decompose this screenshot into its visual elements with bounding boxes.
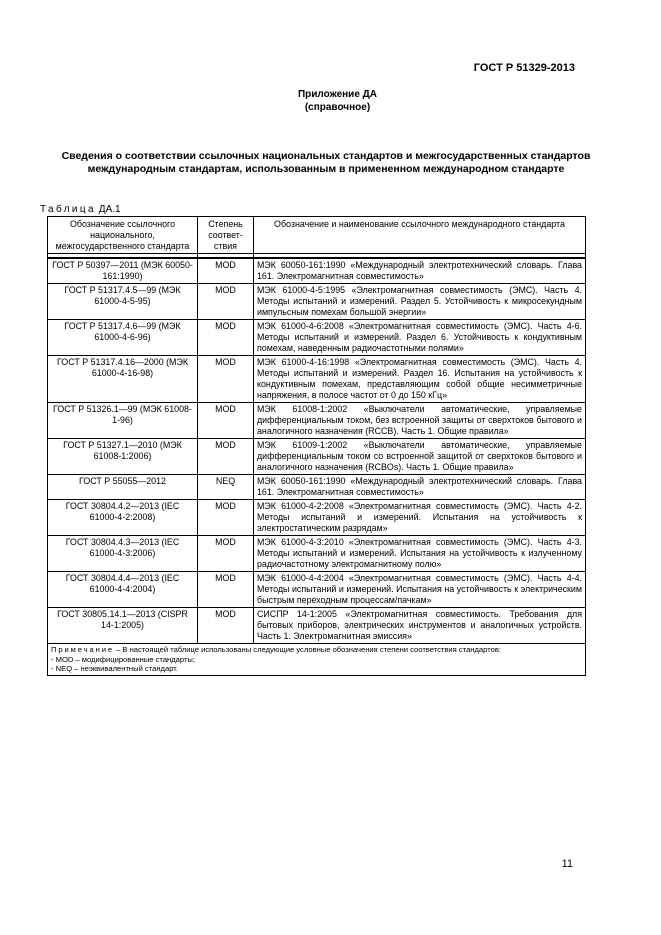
national-standard-cell: ГОСТ Р 51326.1—99 (МЭК 61008-1-96) — [48, 403, 198, 439]
table-row — [48, 320, 586, 356]
header-international-standard: Обозначение и наименование ссылочного международного стандарта — [254, 217, 586, 254]
international-standard-cell: МЭК 61000-4-6:2008 «Электромагнитная совместимость (ЭМС). Часть 4-6. Методы испытаний и измерений. Раздел 6. Устойчивость к кондуктивным помехам, наведенным радиочастотными полями» — [254, 320, 586, 356]
table-row — [48, 475, 586, 500]
note-item-mod: - MOD – модифицированные стандарты; — [51, 654, 195, 664]
degree-cell: MOD — [198, 258, 254, 284]
international-standard-cell: МЭК 61008-1:2002 «Выключатели автоматические, управляемые дифференциальным током, без встроенной защиты от сверхтоков бытового и аналогичного назначения (RCCB). Часть 1. Общие правила» — [254, 403, 586, 439]
document-code: ГОСТ Р 51329-2013 — [473, 62, 575, 74]
table-row — [48, 356, 586, 403]
table-label-number: ДА.1 — [98, 204, 121, 215]
national-standard-cell: ГОСТ Р 51327.1—2010 (МЭК 61008-1:2006) — [48, 439, 198, 475]
table-row — [48, 403, 586, 439]
degree-cell: MOD — [198, 439, 254, 475]
note-label: Примечание — [51, 645, 114, 654]
degree-cell: MOD — [198, 284, 254, 320]
appendix-subtitle: (справочное) — [304, 102, 371, 113]
international-standard-cell: МЭК 61000-4-3:2010 «Электромагнитная совместимость (ЭМС). Часть 4-3. Методы испытаний и измерений. Испытания на устойчивость к излученному радиочастотному электромагнитному полю» — [254, 536, 586, 572]
degree-cell: MOD — [198, 536, 254, 572]
international-standard-cell: СИСПР 14-1:2005 «Электромагнитная совместимость. Требования для бытовых приборов, электрических инструментов и аналогичных устройств. Часть 1. Электромагнитная эмиссия» — [254, 608, 586, 644]
national-standard-cell: ГОСТ Р 51317.4.16—2000 (МЭК 61000-4-16-98) — [48, 356, 198, 403]
international-standard-cell: МЭК 61000-4-4:2004 «Электромагнитная совместимость (ЭМС). Часть 4-4. Методы испытаний и измерений. Испытания на устойчивость к электрическим быстрым переходным процессам/пачкам» — [254, 572, 586, 608]
national-standard-cell: ГОСТ 30804.4.2—2013 (IEC 61000-4-2:2008) — [48, 500, 198, 536]
table-label — [40, 204, 121, 215]
national-standard-cell: ГОСТ Р 51317.4.6—99 (МЭК 61000-4-6-96) — [48, 320, 198, 356]
note-text: – В настоящей таблице использованы следующие условные обозначения степени соответствия стандартов: — [113, 645, 501, 654]
degree-cell: MOD — [198, 572, 254, 608]
header-degree: Степень соответ-ствия — [198, 217, 254, 254]
national-standard-cell: ГОСТ 30804.4.4—2013 (IEC 61000-4-4:2004) — [48, 572, 198, 608]
degree-cell: MOD — [198, 356, 254, 403]
national-standard-cell: ГОСТ Р 55055—2012 — [48, 475, 198, 500]
degree-cell: MOD — [198, 500, 254, 536]
table-row — [48, 500, 586, 536]
international-standard-cell: МЭК 60050-161:1990 «Международный электротехнический словарь. Глава 161. Электромагнитная совместимость» — [254, 475, 586, 500]
national-standard-cell: ГОСТ Р 51317.4.5—99 (МЭК 61000-4-5-95) — [48, 284, 198, 320]
page-number: 11 — [561, 858, 573, 870]
degree-cell: MOD — [198, 403, 254, 439]
section-title: Сведения о соответствии ссылочных национальных стандартов и межгосударственных стандартов международным стандартам, использованным в примененном международном стандарте — [61, 150, 591, 175]
national-standard-cell: ГОСТ 30805.14.1—2013 (CISPR 14-1:2005) — [48, 608, 198, 644]
appendix-heading — [0, 88, 661, 114]
table-row — [48, 439, 586, 475]
international-standard-cell: МЭК 61000-4-16:1998 «Электромагнитная совместимость (ЭМС). Часть 4. Методы испытаний и измерений. Раздел 16. Испытания на устойчивость к кондуктивным помехам, представляющим собой общие несимметричные напряжения, в полосе частот от 0 до 150 кГц» — [254, 356, 586, 403]
table-header-row — [48, 217, 586, 254]
table-row — [48, 284, 586, 320]
standards-table — [47, 216, 586, 676]
table-label-prefix: Таблица — [40, 204, 97, 215]
international-standard-cell: МЭК 60050-161:1990 «Международный электротехнический словарь. Глава 161. Электромагнитная совместимость» — [254, 258, 586, 284]
degree-cell: NEQ — [198, 475, 254, 500]
national-standard-cell: ГОСТ 30804.4.3—2013 (IEC 61000-4-3:2006) — [48, 536, 198, 572]
table-row — [48, 536, 586, 572]
table-note-row — [48, 644, 586, 676]
international-standard-cell: МЭК 61000-4-2:2008 «Электромагнитная совместимость (ЭМС). Часть 4-2. Методы испытаний и измерений. Испытания на устойчивость к электростатическим разрядам» — [254, 500, 586, 536]
table-body — [48, 258, 586, 644]
table-row — [48, 258, 586, 284]
table-row — [48, 608, 586, 644]
national-standard-cell: ГОСТ Р 50397—2011 (МЭК 60050-161:1990) — [48, 258, 198, 284]
header-national-standard: Обозначение ссылочного национального, межгосударственного стандарта — [48, 217, 198, 254]
table-note — [48, 644, 586, 676]
degree-cell: MOD — [198, 608, 254, 644]
international-standard-cell: МЭК 61000-4-5:1995 «Электромагнитная совместимость (ЭМС). Часть 4. Методы испытаний и измерений. Раздел 5. Устойчивость к микросекундным импульсным помехам большой энергии» — [254, 284, 586, 320]
international-standard-cell: МЭК 61009-1:2002 «Выключатели автоматические, управляемые дифференциальным током со встроенной защитой от сверхтоков бытового и аналогичного назначения (RCBOs). Часть 1. Общие правила» — [254, 439, 586, 475]
note-item-neq: - NEQ – неэквивалентный стандарт. — [51, 664, 178, 674]
appendix-title: Приложение ДА — [297, 89, 378, 100]
table-row — [48, 572, 586, 608]
degree-cell: MOD — [198, 320, 254, 356]
